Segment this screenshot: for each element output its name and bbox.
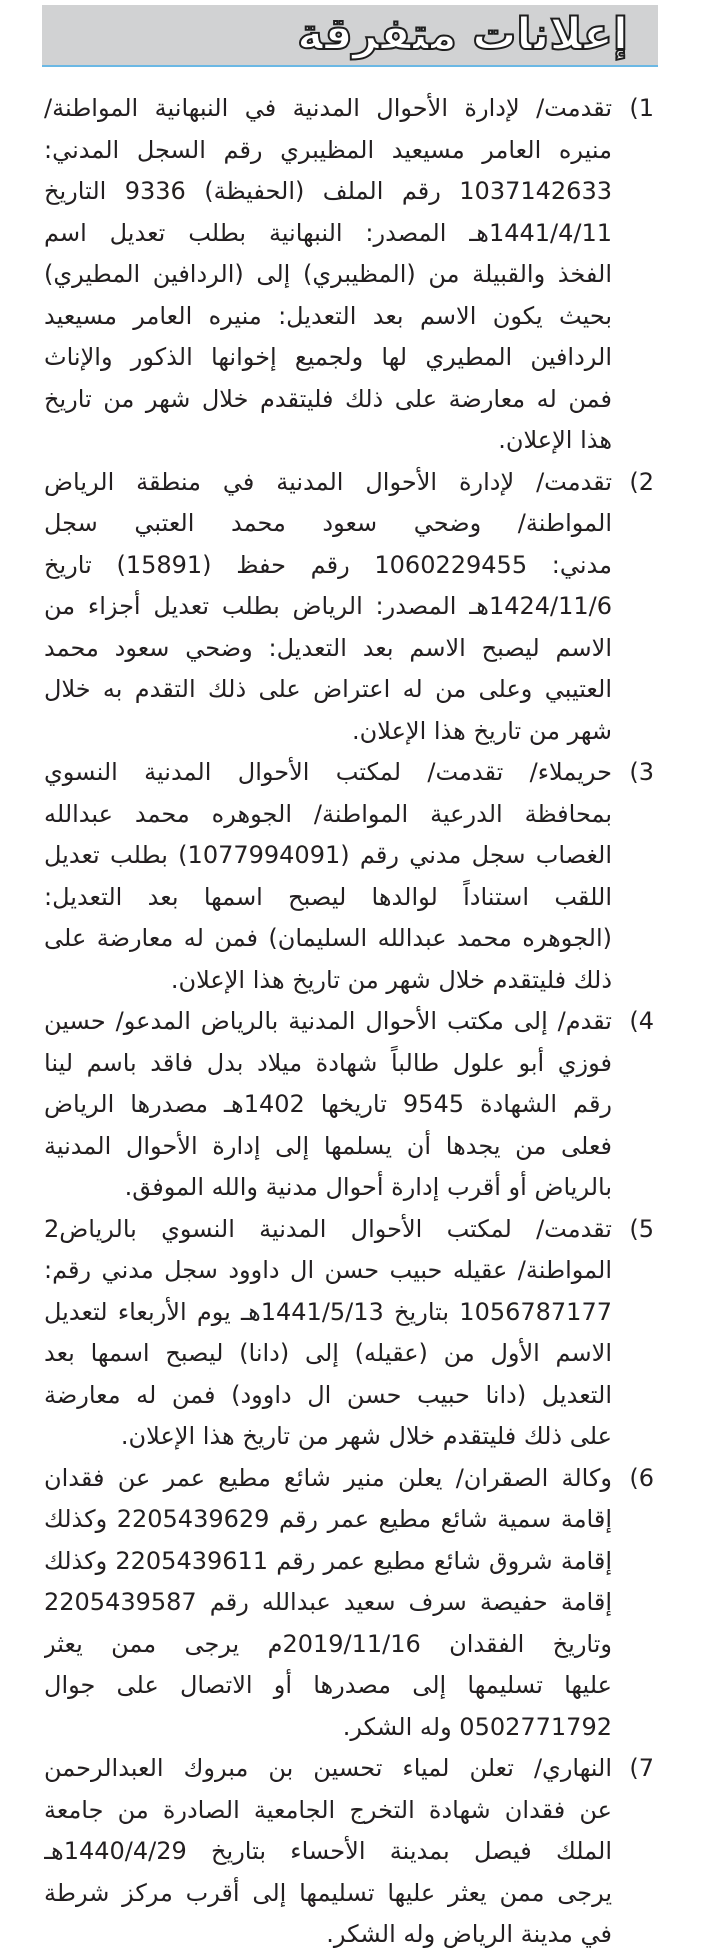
ad-text-line: الاسم الأول من (عقيله) إلى (دانا) ليصبح اسمها بعد <box>44 1339 612 1367</box>
ad-text-line: اللقب استناداً لوالدها ليصبح اسمها بعد التعديل: <box>44 882 612 911</box>
ad-text-line: يرجى ممن يعثر عليها تسليمها إلى أقرب مركز شرطة <box>44 1878 612 1907</box>
ad-number: 6) <box>629 1463 654 1492</box>
ad-text-line: بحيث يكون الاسم بعد التعديل: منيره العامر مسيعيد <box>44 301 612 330</box>
ad-text-line: بمحافظة الدرعية المواطنة/ الجوهره محمد عبدالله <box>44 799 612 828</box>
ad-text-line: ذلك فليتقدم خلال شهر من تاريخ هذا الإعلان. <box>170 965 612 994</box>
ad-text-line: رقم الشهادة 9545 تاريخها 1402هـ مصدرها الرياض <box>44 1090 612 1118</box>
ad-number: 3) <box>629 758 654 786</box>
ad-text-line: الغصاب سجل مدني رقم (1077994091) بطلب تعديل <box>44 841 612 869</box>
ad-text-line: تقدمت/ لإدارة الأحوال المدنية في النبهانية المواطنة/ <box>44 94 612 122</box>
ad-text-line: شهر من تاريخ هذا الإعلان. <box>352 716 612 745</box>
ad-number: 4) <box>629 1007 654 1035</box>
section-header <box>42 5 658 67</box>
ad-text-line: الاسم ليصبح الاسم بعد التعديل: وضحي سعود محمد <box>44 633 612 662</box>
ad-text-line: تقدمت/ لإدارة الأحوال المدنية في منطقة الرياض <box>44 467 612 496</box>
classified-ads-list <box>44 88 654 1956</box>
ad-number: 1) <box>629 94 654 122</box>
ad-text-line: حريملاء/ تقدمت/ لمكتب الأحوال المدنية النسوي <box>44 758 612 786</box>
classified-ad <box>44 1001 654 1209</box>
classified-ad <box>44 462 654 753</box>
ad-text-line: تقدمت/ لمكتب الأحوال المدنية النسوي بالرياض2 <box>44 1214 612 1243</box>
ad-text-line: المواطنة/ عقيله حبيب حسن ال داوود سجل مدني رقم: <box>44 1256 612 1284</box>
classified-ad <box>44 1458 654 1749</box>
ad-text-line: المواطنة/ وضحي سعود محمد العتبي سجل <box>44 509 612 537</box>
ad-text-line: النهاري/ تعلن لمياء تحسين بن مبروك العبدالرحمن <box>44 1754 612 1782</box>
classified-ad <box>44 88 654 462</box>
ad-text-line: تقدم/ إلى مكتب الأحوال المدنية بالرياض المدعو/ حسين <box>44 1007 612 1035</box>
ad-text-line: منيره العامر مسيعيد المظيبري رقم السجل المدني: <box>44 135 612 164</box>
ad-text-line: (الجوهره محمد عبدالله السليمان) فمن له معارضة على <box>44 924 612 952</box>
classified-ad <box>44 1748 654 1956</box>
ad-text-line: 1424/11/6هـ المصدر: الرياض بطلب تعديل أجزاء من <box>44 592 612 620</box>
ad-text-line: 0502771792 وله الشكر. <box>342 1712 612 1741</box>
ad-number: 2) <box>629 467 654 496</box>
ad-text-line: مدني: 1060229455 رقم حفظ (15891) تاريخ <box>44 550 612 579</box>
ad-text-line: التعديل (دانا حبيب حسن ال داوود) فمن له معارضة <box>44 1380 612 1409</box>
ad-text-line: الملك فيصل بمدينة الأحساء بتاريخ 1440/4/29هـ <box>44 1837 612 1865</box>
ad-text-line: إقامة سمية شائع مطيع عمر رقم 2205439629 وكذلك <box>44 1505 612 1533</box>
ad-text-line: إقامة شروق شائع مطيع عمر رقم 2205439611 وكذلك <box>44 1546 612 1575</box>
ad-text-line: وتاريخ الفقدان 2019/11/16م يرجى ممن يعثر <box>44 1629 612 1658</box>
section-title: إعلانات متفرقة <box>297 9 628 60</box>
classified-ad <box>44 1209 654 1458</box>
ad-number: 7) <box>629 1754 654 1782</box>
ad-text-line: 1056787177 بتاريخ 1441/5/13هـ يوم الأربعاء لتعديل <box>44 1297 612 1326</box>
ad-text-line: عليها تسليمها إلى مصدرها أو الاتصال على جوال <box>44 1671 612 1699</box>
ad-text-line: في مدينة الرياض وله الشكر. <box>326 1920 612 1948</box>
ad-text-line: وكالة الصقران/ يعلن منير شائع مطيع عمر عن فقدان <box>44 1463 612 1492</box>
ad-text-line: عن فقدان شهادة التخرج الجامعية الصادرة من جامعة <box>44 1795 612 1824</box>
ad-text-line: 1037142633 رقم الملف (الحفيظة) 9336 التاريخ <box>44 177 612 205</box>
ad-text-line: فمن له معارضة على ذلك فليتقدم خلال شهر من تاريخ <box>44 384 612 413</box>
ad-text-line: بالرياض أو أقرب إدارة أحوال مدنية والله الموفق. <box>124 1173 612 1201</box>
ad-text-line: فوزي أبو علول طالباً شهادة ميلاد بدل فاقد باسم لينا <box>44 1048 612 1077</box>
ad-number: 5) <box>629 1214 654 1243</box>
ad-text-line: هذا الإعلان. <box>498 426 612 454</box>
ad-text-line: 1441/4/11هـ المصدر: النبهانية بطلب تعديل اسم <box>44 218 612 247</box>
ad-text-line: العتيبي وعلى من له اعتراض على ذلك التقدم به خلال <box>44 675 612 703</box>
ad-text-line: الفخذ والقبيلة من (المظيبري) إلى (الردافين المطيري) <box>44 260 612 288</box>
ad-text-line: فعلى من يجدها أن يسلمها إلى إدارة الأحوال المدنية <box>44 1131 612 1160</box>
ad-text-line: على ذلك فليتقدم خلال شهر من تاريخ هذا الإعلان. <box>120 1422 612 1450</box>
classified-ad <box>44 752 654 1001</box>
ad-text-line: الردافين المطيري لها ولجميع إخوانها الذكور والإناث <box>44 343 612 371</box>
ad-text-line: إقامة حفيصة سرف سعيد عبدالله رقم 2205439587 <box>44 1588 612 1616</box>
